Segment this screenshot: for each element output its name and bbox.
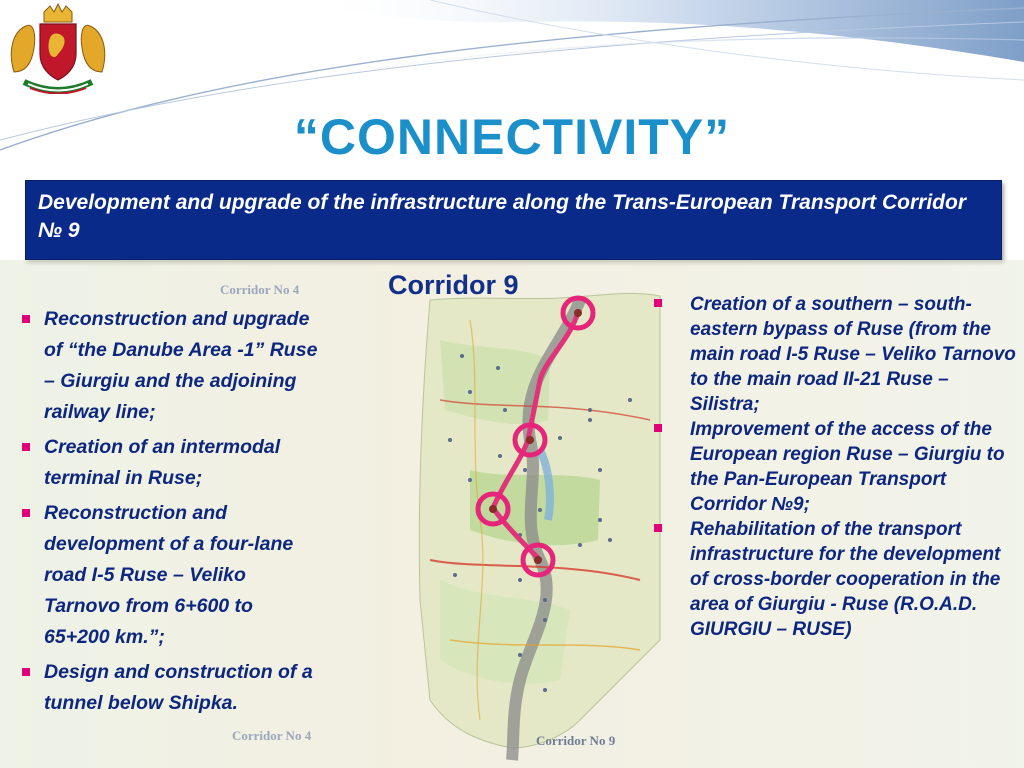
list-item: Improvement of the access of the European region Ruse – Giurgiu to the Pan-European Transport Corridor №9;: [636, 417, 1016, 517]
bullet-icon: [22, 315, 30, 323]
slide-title: “CONNECTIVITY”: [293, 109, 731, 165]
bullet-icon: [22, 668, 30, 676]
list-item: Creation of an intermodal terminal in Ruse;: [8, 432, 428, 494]
bullet-icon: [654, 299, 662, 307]
right-bullet-list: [636, 292, 1016, 642]
map-caption: Corridor 9: [388, 270, 519, 300]
bullet-icon: [654, 524, 662, 532]
left-bullet-list: [8, 304, 428, 723]
list-item: Reconstruction and upgrade of “the Danube Area -1” Ruse – Giurgiu and the adjoining railway line;: [8, 304, 428, 428]
map-label-corridor4-top: Corridor No 4: [220, 282, 300, 297]
bullet-icon: [22, 509, 30, 517]
bullet-icon: [654, 424, 662, 432]
coat-of-arms-icon: [4, 2, 112, 94]
list-item: Design and construction of a tunnel below Shipka.: [8, 657, 428, 719]
list-item: Reconstruction and development of a four-lane road I-5 Ruse – Veliko Tarnovo from 6+600 to 65+200 km.”;: [8, 498, 428, 653]
bullet-icon: [22, 443, 30, 451]
map-label-corridor4-bottom: Corridor No 4: [232, 728, 312, 743]
subtitle-banner: Development and upgrade of the infrastructure along the Trans-European Transport Corridor № 9: [25, 180, 1002, 260]
map-label-corridor9-bottom: Corridor No 9: [536, 733, 616, 748]
list-item: Creation of a southern – south-eastern bypass of Ruse (from the main road I-5 Ruse – Veliko Tarnovo to the main road II-21 Ruse – Silistra;: [636, 292, 1016, 417]
list-item: Rehabilitation of the transport infrastructure for the development of cross-border cooperation in the area of Giurgiu - Ruse (R.O.A.D. GIURGIU – RUSE): [636, 517, 1016, 642]
